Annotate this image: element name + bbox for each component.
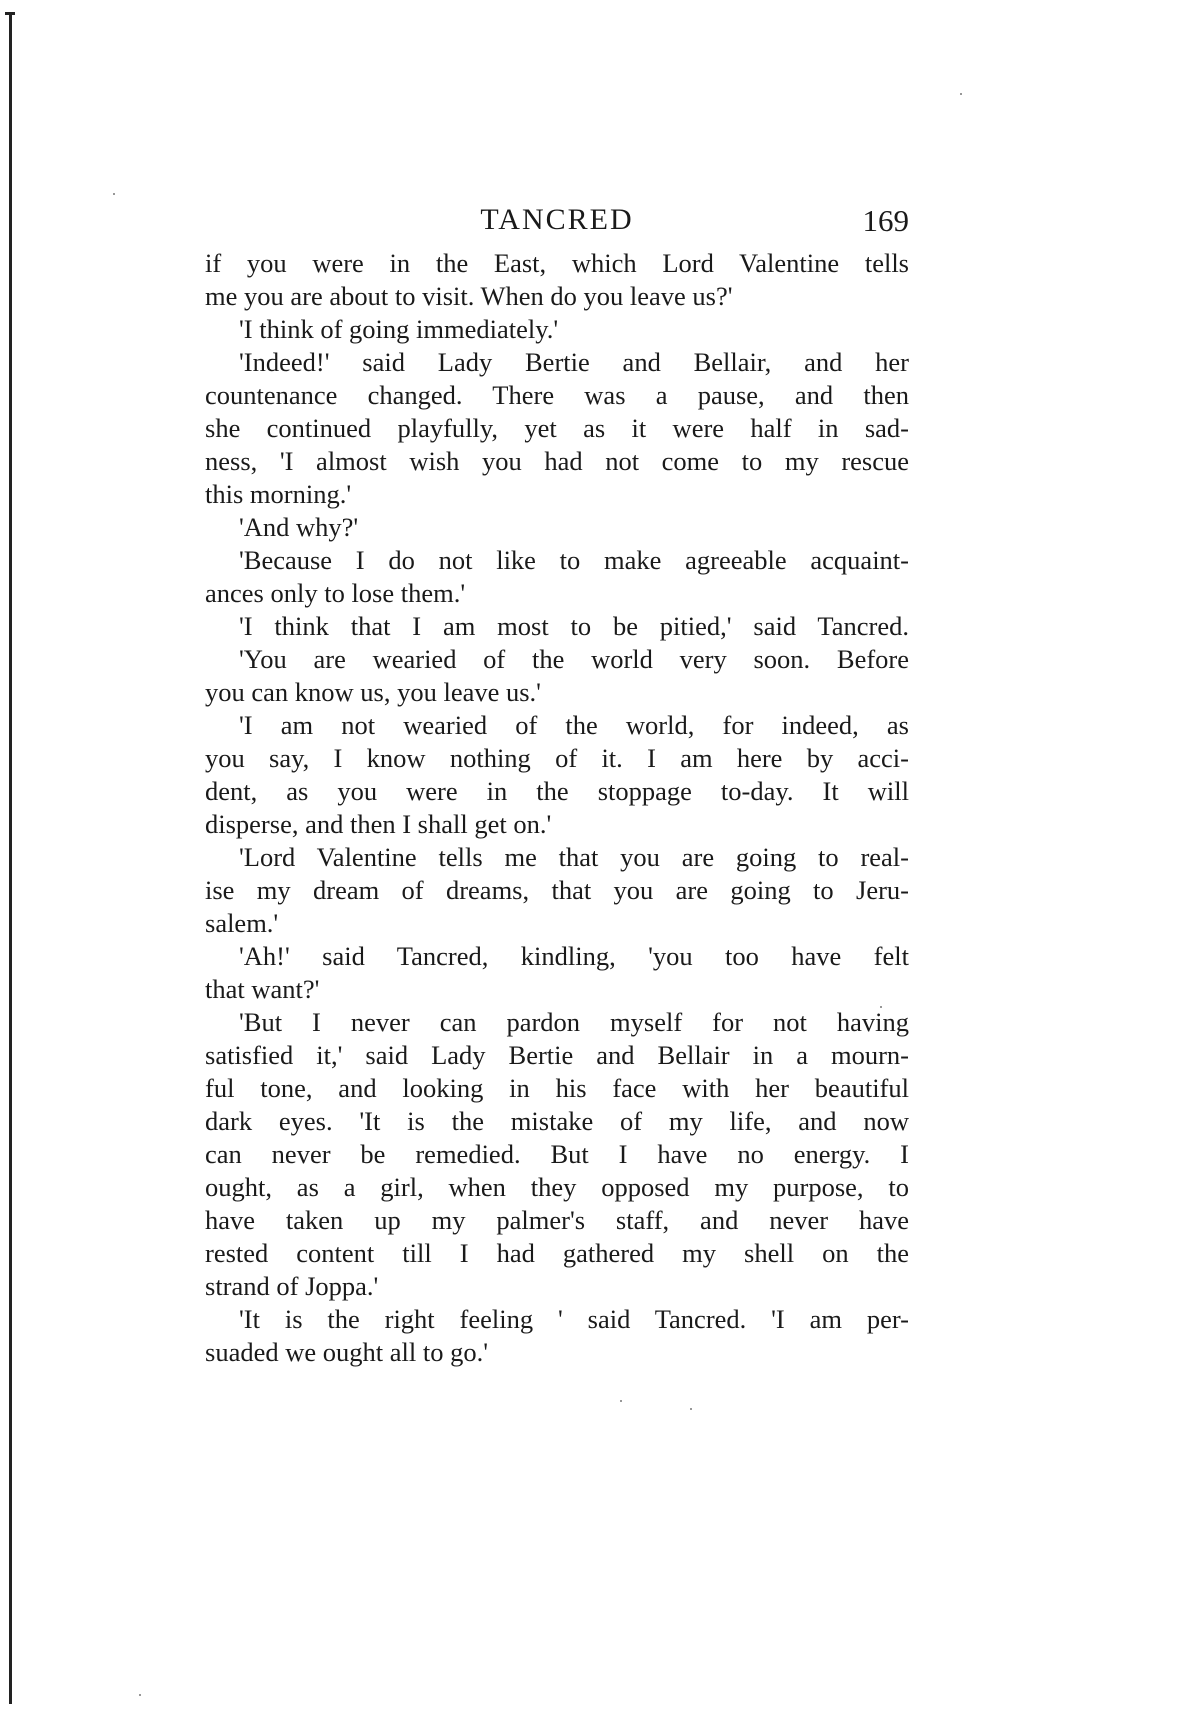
paper-speck bbox=[620, 1400, 622, 1402]
text-line: 'But I never can pardon myself for not having bbox=[239, 1007, 909, 1037]
text-line: 'Because I do not like to make agreeable acquaint- bbox=[239, 545, 909, 575]
text-line: satisfied it,' said Lady Bertie and Bellair in a mourn- bbox=[205, 1040, 909, 1070]
text-line: 'Lord Valentine tells me that you are going to real- bbox=[239, 842, 909, 872]
text-line: rested content till I had gathered my shell on the bbox=[205, 1238, 909, 1268]
text-line: ances only to lose them.' bbox=[205, 578, 466, 608]
text-line: 'I am not wearied of the world, for indeed, as bbox=[239, 710, 909, 740]
body-text bbox=[205, 247, 909, 1369]
text-line: 'You are wearied of the world very soon. Before bbox=[239, 644, 909, 674]
text-line: dark eyes. 'It is the mistake of my life, and now bbox=[205, 1106, 909, 1136]
text-line: 'It is the right feeling ' said Tancred. 'I am per- bbox=[239, 1304, 909, 1334]
text-line: ought, as a girl, when they opposed my purpose, to bbox=[205, 1172, 909, 1202]
text-line: 'Indeed!' said Lady Bertie and Bellair, and her bbox=[239, 347, 909, 377]
text-line: ful tone, and looking in his face with her beautiful bbox=[205, 1073, 909, 1103]
text-line: can never be remedied. But I have no energy. I bbox=[205, 1139, 909, 1169]
page-number: 169 bbox=[862, 203, 909, 238]
binding-edge-tick bbox=[5, 12, 15, 15]
paper-speck bbox=[960, 93, 962, 95]
text-line: 'And why?' bbox=[239, 512, 359, 542]
text-line: salem.' bbox=[205, 908, 279, 938]
text-line: that want?' bbox=[205, 974, 320, 1004]
text-line: ness, 'I almost wish you had not come to my rescue bbox=[205, 446, 909, 476]
text-line: ise my dream of dreams, that you are going to Jeru- bbox=[205, 875, 909, 905]
paper-speck bbox=[113, 193, 115, 195]
text-line: me you are about to visit. When do you leave us?' bbox=[205, 281, 733, 311]
text-line: this morning.' bbox=[205, 479, 352, 509]
text-line: if you were in the East, which Lord Valentine tells bbox=[205, 248, 909, 278]
running-title: TANCRED bbox=[480, 203, 634, 236]
text-line: you say, I know nothing of it. I am here by acci- bbox=[205, 743, 909, 773]
paper-speck bbox=[690, 1408, 692, 1410]
text-line: strand of Joppa.' bbox=[205, 1271, 379, 1301]
text-line: suaded we ought all to go.' bbox=[205, 1337, 488, 1367]
text-line: countenance changed. There was a pause, and then bbox=[205, 380, 909, 410]
text-line: have taken up my palmer's staff, and never have bbox=[205, 1205, 909, 1235]
paper-speck bbox=[139, 1694, 141, 1696]
binding-edge-line bbox=[9, 14, 12, 1704]
text-line: she continued playfully, yet as it were half in sad- bbox=[205, 413, 909, 443]
text-line: you can know us, you leave us.' bbox=[205, 677, 541, 707]
text-line: disperse, and then I shall get on.' bbox=[205, 809, 552, 839]
text-line: 'I think of going immediately.' bbox=[239, 314, 559, 344]
page-header bbox=[205, 203, 909, 243]
text-line: 'I think that I am most to be pitied,' said Tancred. bbox=[239, 611, 909, 641]
text-line: dent, as you were in the stoppage to-day. It will bbox=[205, 776, 909, 806]
text-line: 'Ah!' said Tancred, kindling, 'you too have felt bbox=[239, 941, 909, 971]
